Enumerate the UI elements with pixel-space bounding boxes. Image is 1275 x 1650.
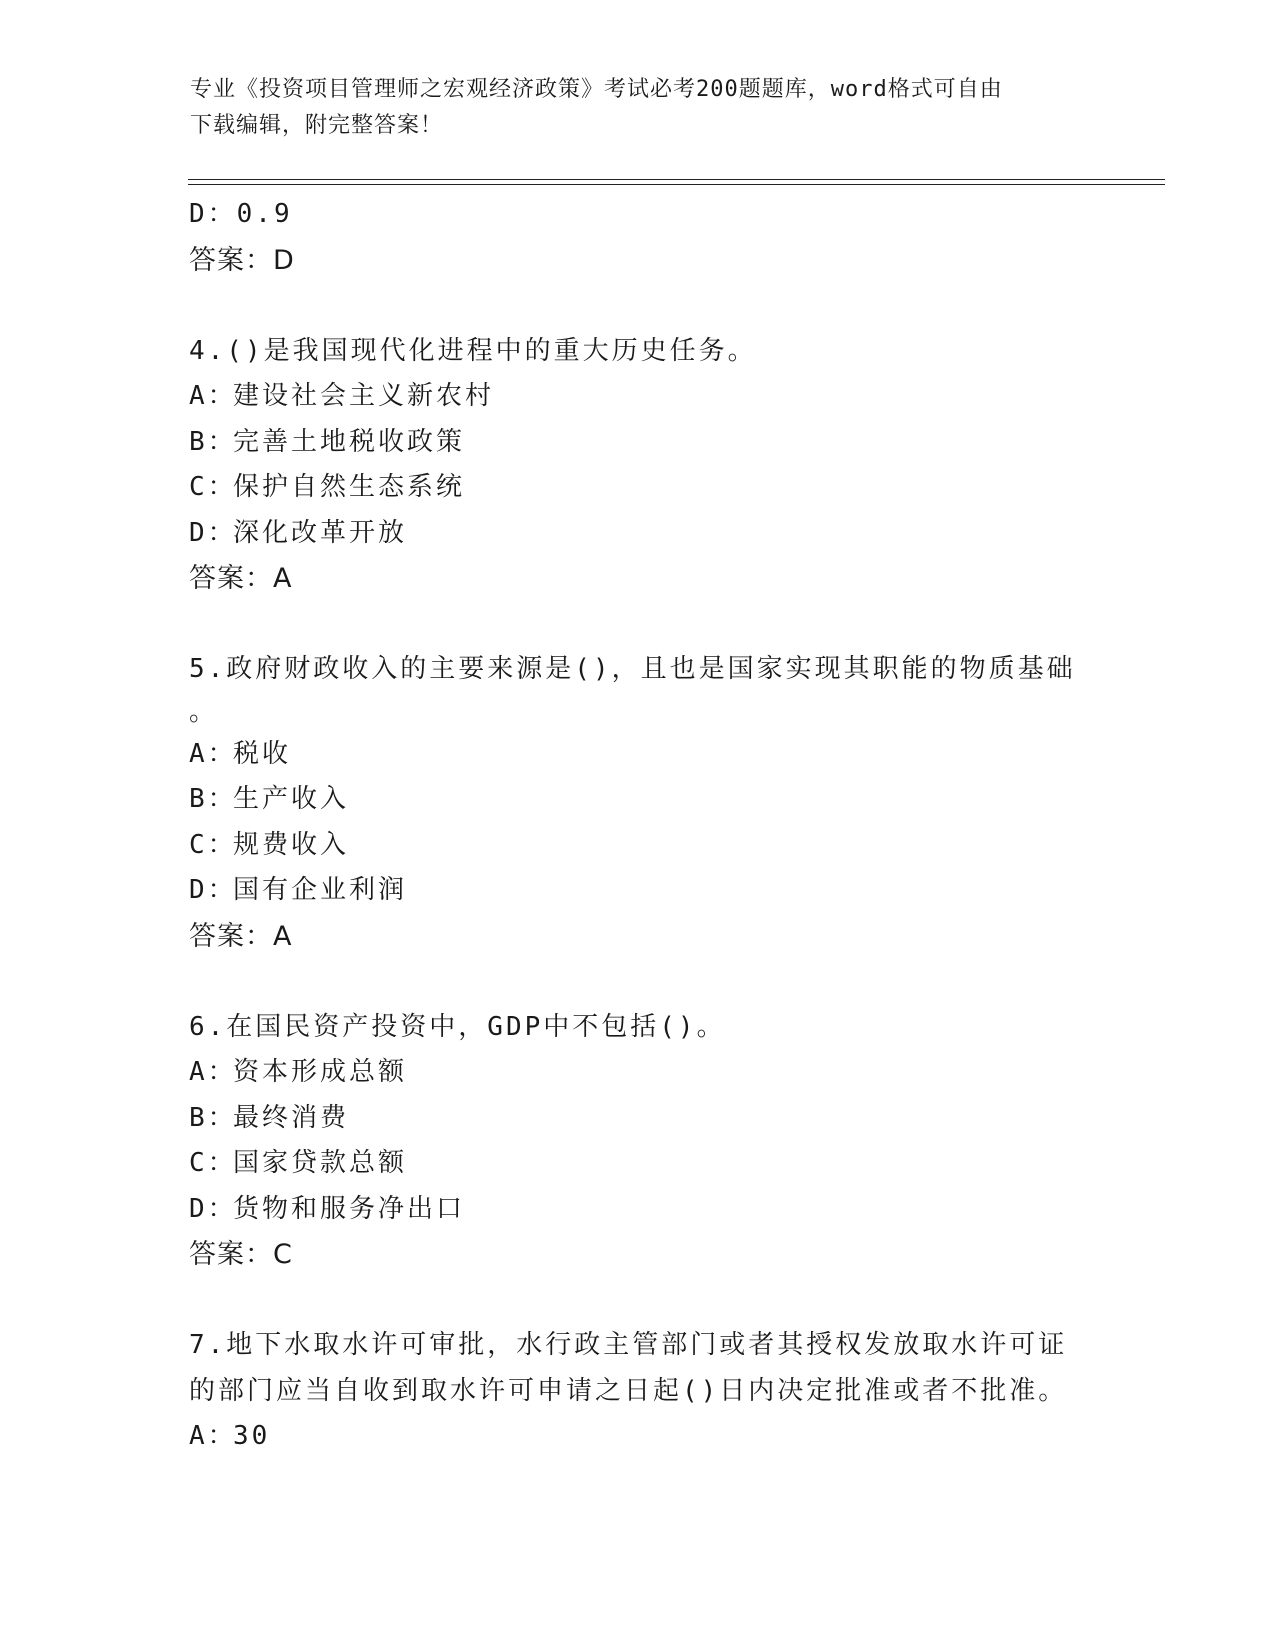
option-key: C：	[189, 472, 237, 502]
option-a	[189, 732, 1089, 778]
answer-line: 答案：D	[189, 244, 295, 276]
option-text: 完善土地税收政策	[233, 426, 466, 457]
option-a	[189, 374, 1089, 420]
option-c	[189, 1141, 1089, 1187]
option-key: A：	[189, 1057, 237, 1087]
option-d	[189, 1187, 1089, 1233]
header-divider-bottom	[188, 184, 1165, 185]
option-b	[189, 1096, 1089, 1142]
option-text: 国家贷款总额	[233, 1148, 408, 1178]
option-text: 生产收入	[233, 784, 350, 814]
option-key: B：	[189, 426, 237, 457]
option-a	[189, 1050, 1089, 1096]
question-5	[189, 647, 1089, 959]
option-text: 货物和服务净出口	[233, 1193, 466, 1224]
option-text: 30	[233, 1421, 271, 1451]
spacer	[189, 1278, 1089, 1324]
question-text-continued: 。	[189, 696, 219, 727]
answer-line: 答案：C	[189, 1239, 293, 1270]
header-line-1: 专业《投资项目管理师之宏观经济政策》考试必考200题题库，word格式可自由	[190, 77, 1003, 102]
question-6	[189, 1005, 1089, 1278]
option-key: C：	[189, 1148, 237, 1178]
question-text: 6.在国民资产投资中，GDP中不包括()。	[189, 1011, 726, 1042]
question-text: 5.政府财政收入的主要来源是()，且也是国家实现其职能的物质基础	[189, 654, 1076, 684]
spacer	[189, 959, 1089, 1005]
option-text: 规费收入	[233, 829, 350, 860]
spacer	[189, 283, 1089, 329]
document-header	[190, 72, 1090, 144]
option-text: 资本形成总额	[233, 1057, 408, 1087]
option-key: B：	[189, 784, 237, 814]
option-key: A：	[189, 381, 237, 411]
option-key: A：	[189, 738, 237, 769]
question-content	[189, 192, 1089, 1460]
option-c	[189, 823, 1089, 869]
spacer	[189, 602, 1089, 648]
option-key: B：	[189, 1102, 237, 1133]
question-text: 7.地下水取水许可审批，水行政主管部门或者其授权发放取水许可证	[189, 1330, 1068, 1360]
option-text: 保护自然生态系统	[233, 472, 466, 502]
option-d-fragment: D：0.9	[189, 199, 293, 229]
option-key: D：	[189, 517, 237, 548]
answer-line: 答案：A	[189, 920, 293, 952]
option-key: A：	[189, 1421, 237, 1451]
answer-line: 答案：A	[189, 563, 293, 594]
option-text: 税收	[233, 738, 292, 769]
option-b	[189, 420, 1089, 466]
option-text: 建设社会主义新农村	[233, 381, 495, 411]
option-key: D：	[189, 1193, 237, 1224]
option-text: 最终消费	[233, 1102, 350, 1133]
header-divider-top	[188, 179, 1165, 180]
option-d	[189, 868, 1089, 914]
option-a	[189, 1414, 1089, 1460]
question-7	[189, 1323, 1089, 1460]
question-text: 4.()是我国现代化进程中的重大历史任务。	[189, 335, 757, 366]
header-line-2: 下载编辑，附完整答案！	[190, 113, 444, 138]
option-text: 深化改革开放	[233, 517, 408, 548]
option-key: C：	[189, 829, 237, 860]
option-text: 国有企业利润	[233, 875, 408, 905]
option-d	[189, 511, 1089, 557]
option-b	[189, 777, 1089, 823]
question-4	[189, 329, 1089, 602]
question-text-continued: 的部门应当自收到取水许可申请之日起()日内决定批准或者不批准。	[189, 1375, 1068, 1406]
option-c	[189, 465, 1089, 511]
option-key: D：	[189, 875, 237, 905]
